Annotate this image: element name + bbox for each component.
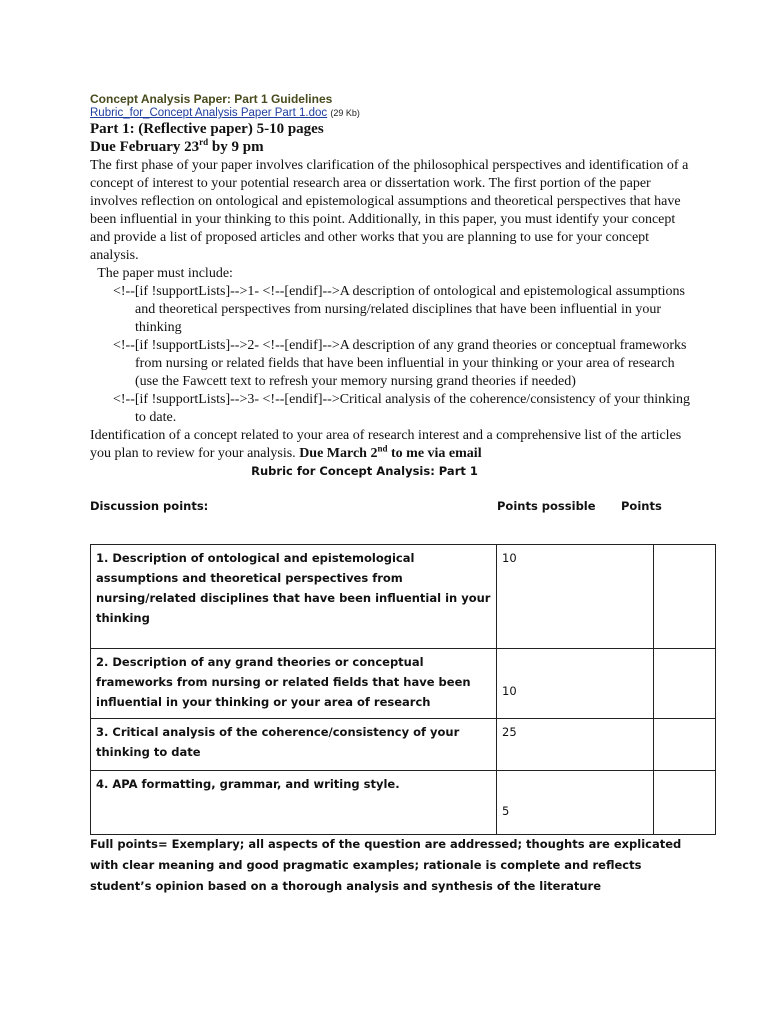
rubric-table <box>90 544 716 835</box>
list-item: <!--[if !supportLists]-->2- <!--[endif]-->A description of any grand theories or conceptual frameworks from nursing or related fields that have been influential in your thinking or your area of research (use the Fawcett text to refresh your memory nursing grand theories if needed) <box>113 338 687 389</box>
table-row <box>91 771 716 835</box>
must-include-label: The paper must include: <box>94 266 233 281</box>
requirements-list <box>90 283 690 427</box>
intro-paragraph: The first phase of your paper involves clarification of the philosophical perspectives and identification of a concept of interest to your potential research area or dissertation work. The first portion of the paper involves reflection on ontological and epistemological assumptions and theoretical perspectives that have been influential in your thinking to this point. Additionally, in this paper, you must identify your concept and provide a list of proposed articles and other works that you are planning to use for your concept analysis. <box>90 158 689 263</box>
list-item: <!--[if !supportLists]-->1- <!--[endif]-->A description of ontological and epistemological assumptions and theoretical perspectives from nursing/related disciplines that have been influential in your thinking <box>113 284 685 335</box>
identification-paragraph: Identification of a concept related to your area of research interest and a comprehensive list of the articles you plan to review for your analysis. Due March 2nd to me via email <box>90 428 682 461</box>
points-cell[interactable] <box>654 771 716 835</box>
points-possible-cell: 10 <box>497 649 654 719</box>
table-row <box>91 719 716 771</box>
rubric-desc-cell: 3. Critical analysis of the coherence/consistency of your thinking to date <box>91 719 497 771</box>
attachment-line <box>90 106 690 120</box>
rubric-desc-cell: 2. Description of any grand theories or conceptual frameworks from nursing or related fields that have been influential in your thinking or your area of research <box>91 649 497 719</box>
attachment-size: (29 Kb) <box>330 108 360 118</box>
rubric-desc-cell: 4. APA formatting, grammar, and writing style. <box>91 771 497 835</box>
part-heading: Part 1: (Reflective paper) 5-10 pages <box>90 121 324 137</box>
points-possible-cell: 25 <box>497 719 654 771</box>
table-row <box>91 649 716 719</box>
page-title: Concept Analysis Paper: Part 1 Guidelines <box>90 92 333 106</box>
full-points-note: Full points= Exemplary; all aspects of the question are addressed; thoughts are explicated with clear meaning and good pragmatic examples; rationale is complete and reflects student’s opinion based on a thorough analysis and synthesis of the literature <box>90 837 682 893</box>
points-header: Points <box>621 499 662 513</box>
list-item: <!--[if !supportLists]-->3- <!--[endif]-->Critical analysis of the coherence/consistency of your thinking to date. <box>113 392 691 425</box>
attachment-link[interactable]: Rubric_for_Concept Analysis Paper Part 1.doc <box>90 107 328 119</box>
document-page <box>90 92 691 893</box>
points-cell[interactable] <box>654 545 716 649</box>
table-row <box>91 545 716 649</box>
due-date-heading: Due February 23rd by 9 pm <box>90 137 264 155</box>
discussion-points-header: Discussion points: <box>90 499 209 513</box>
points-possible-cell: 5 <box>497 771 654 835</box>
points-cell[interactable] <box>654 649 716 719</box>
points-possible-cell: 10 <box>497 545 654 649</box>
rubric-column-headers <box>90 499 690 519</box>
rubric-desc-cell: 1. Description of ontological and epistemological assumptions and theoretical perspectives from nursing/related disciplines that have been influential in your thinking <box>91 545 497 649</box>
points-possible-header: Points possible <box>497 499 596 513</box>
rubric-title: Rubric for Concept Analysis: Part 1 <box>251 464 478 478</box>
points-cell[interactable] <box>654 719 716 771</box>
